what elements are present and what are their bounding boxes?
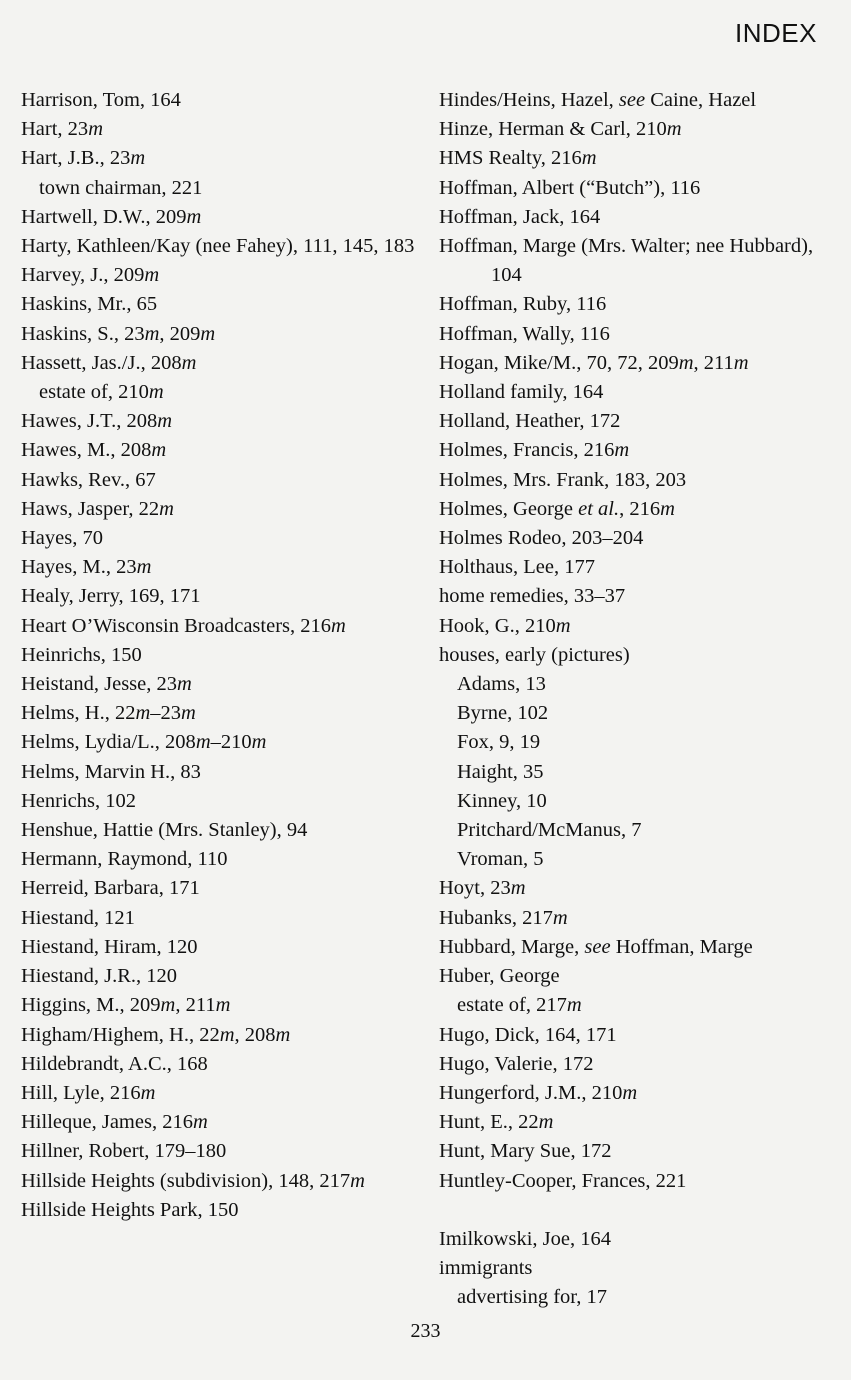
page-header-index: INDEX	[735, 18, 817, 48]
index-subentry: Kinney, 10	[457, 789, 547, 812]
index-entry: Hawes, M., 208m	[21, 439, 167, 462]
index-entry: immigrants	[439, 1257, 533, 1280]
index-subentry: estate of, 217m	[457, 994, 582, 1017]
index-entry: Harrison, Tom, 164	[21, 89, 181, 111]
index-entry: Hook, G., 210m	[439, 614, 571, 637]
index-entry: Hiestand, J.R., 120	[21, 965, 178, 988]
index-subentry: Vroman, 5	[457, 848, 544, 871]
index-entry: Haws, Jasper, 22m	[21, 497, 174, 520]
index-entry: Holmes, George et al., 216m	[439, 497, 675, 520]
index-entry: Hillner, Robert, 179–180	[21, 1140, 227, 1163]
index-entry: Holthaus, Lee, 177	[439, 556, 595, 579]
index-entry: Hillside Heights (subdivision), 148, 217m	[21, 1169, 365, 1192]
index-subentry: Byrne, 102	[457, 702, 549, 725]
index-entry: Hayes, 70	[21, 527, 103, 550]
index-entry: Hassett, Jas./J., 208m	[21, 351, 197, 374]
index-entry: Hoyt, 23m	[439, 877, 526, 900]
index-subentry: estate of, 210m	[39, 381, 164, 404]
index-entry: Hugo, Valerie, 172	[439, 1052, 594, 1075]
index-entry: Hoffman, Marge (Mrs. Walter; nee Hubbard), 104	[439, 235, 814, 287]
index-entry: Hugo, Dick, 164, 171	[439, 1023, 617, 1046]
index-entry: Hubanks, 217m	[439, 906, 568, 929]
index-subentry: Haight, 35	[457, 760, 544, 783]
index-entry: Holmes, Francis, 216m	[439, 439, 630, 462]
index-entry: Henrichs, 102	[21, 789, 137, 812]
index-entry: Hoffman, Wally, 116	[439, 322, 610, 345]
index-entry: Hermann, Raymond, 110	[21, 848, 228, 871]
index-entry: Heart O’Wisconsin Broadcasters, 216m	[21, 614, 346, 637]
index-entry: Hoffman, Albert (“Butch”), 116	[439, 176, 701, 199]
index-subentry: town chairman, 221	[39, 176, 203, 199]
index-entry: Holland, Heather, 172	[439, 410, 621, 433]
index-entry: Hubbard, Marge, see Hoffman, Marge	[439, 935, 753, 958]
index-entry: Hungerford, J.M., 210m	[439, 1081, 638, 1104]
index-entry: Holland family, 164	[439, 381, 604, 404]
index-entry: Hawks, Rev., 67	[21, 468, 156, 491]
index-entry: Hildebrandt, A.C., 168	[21, 1052, 208, 1075]
index-entry: Holmes Rodeo, 203–204	[439, 527, 644, 550]
index-entry: Hilleque, James, 216m	[21, 1111, 208, 1134]
index-entry: Herreid, Barbara, 171	[21, 877, 200, 900]
index-entry: Hillside Heights Park, 150	[21, 1198, 239, 1221]
index-entry: Holmes, Mrs. Frank, 183, 203	[439, 468, 687, 491]
index-subentry: advertising for, 17	[457, 1286, 608, 1309]
index-entry: Hawes, J.T., 208m	[21, 410, 173, 433]
page-number: 233	[410, 1320, 441, 1342]
index-entry: Hartwell, D.W., 209m	[21, 205, 202, 228]
index-entry: Hinze, Herman & Carl, 210m	[439, 118, 682, 141]
index-entry: Higgins, M., 209m, 211m	[21, 994, 231, 1017]
index-entry: HMS Realty, 216m	[439, 147, 597, 170]
index-entry: Huber, George	[439, 965, 560, 988]
index-entry: Healy, Jerry, 169, 171	[21, 585, 201, 608]
index-entry: Helms, Marvin H., 83	[21, 760, 201, 783]
index-entry: Hiestand, Hiram, 120	[21, 935, 198, 958]
index-entry: Hoffman, Jack, 164	[439, 205, 601, 228]
index-entry: Henshue, Hattie (Mrs. Stanley), 94	[21, 819, 308, 842]
index-entry: Hayes, M., 23m	[21, 556, 152, 579]
index-entry: Hill, Lyle, 216m	[21, 1081, 156, 1104]
index-entry: Hart, J.B., 23m	[21, 147, 146, 170]
index-entry: Higham/Highem, H., 22m, 208m	[21, 1023, 291, 1046]
index-entry: Harvey, J., 209m	[21, 264, 160, 287]
index-column-left	[21, 86, 426, 1225]
index-entry: Heinrichs, 150	[21, 643, 142, 666]
index-entry: Huntley-Cooper, Frances, 221	[439, 1169, 687, 1192]
index-entry: Helms, H., 22m–23m	[21, 702, 196, 725]
index-entry: Hiestand, 121	[21, 906, 135, 929]
index-subentry: Pritchard/McManus, 7	[457, 819, 642, 842]
index-entry: Hindes/Heins, Hazel, see Caine, Hazel	[439, 89, 757, 111]
index-column-right	[439, 86, 839, 1313]
index-entry: Hunt, Mary Sue, 172	[439, 1140, 612, 1163]
index-entry: home remedies, 33–37	[439, 585, 626, 608]
index-entry: Heistand, Jesse, 23m	[21, 673, 192, 696]
index-entry: Hart, 23m	[21, 118, 103, 141]
index-entry: Hunt, E., 22m	[439, 1111, 554, 1134]
index-entry: Haskins, S., 23m, 209m	[21, 322, 216, 345]
index-entry: Helms, Lydia/L., 208m–210m	[21, 731, 267, 754]
index-entry: Hoffman, Ruby, 116	[439, 293, 607, 316]
index-entry: Harty, Kathleen/Kay (nee Fahey), 111, 145, 183	[21, 235, 415, 258]
index-entry: Imilkowski, Joe, 164	[439, 1227, 611, 1250]
index-subentry: Adams, 13	[457, 673, 546, 696]
index-entry: houses, early (pictures)	[439, 643, 630, 666]
index-entry: Hogan, Mike/M., 70, 72, 209m, 211m	[439, 351, 749, 374]
index-subentry: Fox, 9, 19	[457, 731, 541, 754]
index-entry: Haskins, Mr., 65	[21, 293, 158, 316]
